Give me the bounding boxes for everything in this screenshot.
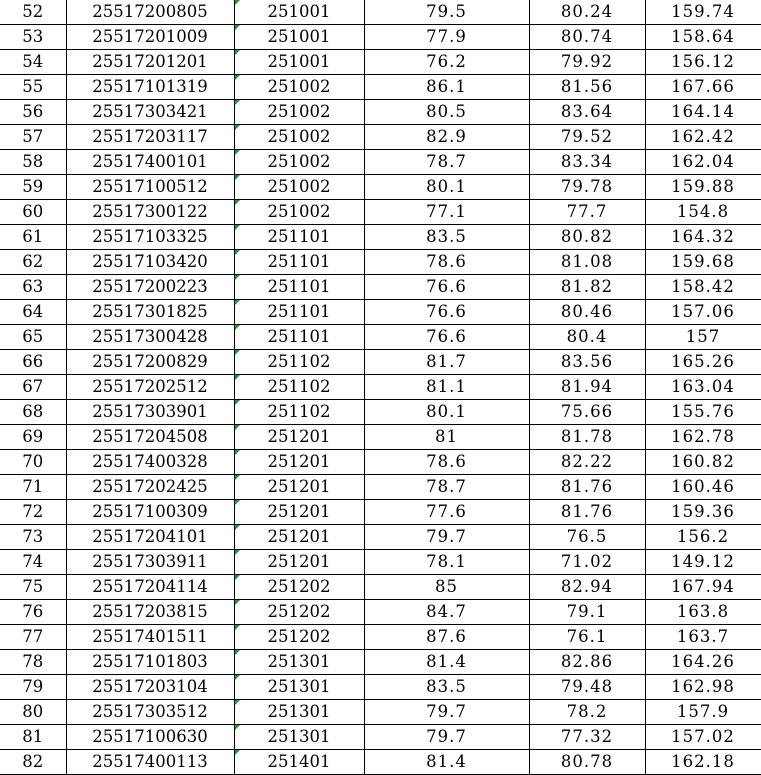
exam-id-cell[interactable]: 25517400328 — [66, 450, 234, 475]
interview-score-cell[interactable]: 79.78 — [529, 175, 645, 200]
exam-id-cell[interactable]: 25517303911 — [66, 550, 234, 575]
total-score-cell[interactable]: 158.64 — [645, 25, 761, 50]
exam-id-cell[interactable]: 25517203117 — [66, 125, 234, 150]
exam-id-cell[interactable]: 25517101319 — [66, 75, 234, 100]
interview-score-cell[interactable]: 79.1 — [529, 600, 645, 625]
interview-score-cell[interactable]: 81.56 — [529, 75, 645, 100]
position-code-cell[interactable]: 251101 — [234, 325, 364, 350]
interview-score-cell[interactable]: 80.74 — [529, 25, 645, 50]
table-row — [0, 550, 761, 575]
exam-id-cell[interactable]: 25517200829 — [66, 350, 234, 375]
interview-score-cell[interactable]: 77.32 — [529, 725, 645, 750]
total-score-cell[interactable]: 164.32 — [645, 225, 761, 250]
position-code-cell[interactable]: 251002 — [234, 75, 364, 100]
total-score-cell[interactable]: 157.02 — [645, 725, 761, 750]
total-score-cell[interactable]: 159.88 — [645, 175, 761, 200]
interview-score-cell[interactable]: 82.94 — [529, 575, 645, 600]
written-score-cell[interactable]: 87.6 — [364, 625, 529, 650]
table-row — [0, 225, 761, 250]
table-row — [0, 25, 761, 50]
written-score-cell[interactable]: 80.1 — [364, 175, 529, 200]
row-number-cell[interactable]: 82 — [0, 750, 66, 775]
position-code-cell[interactable]: 251201 — [234, 475, 364, 500]
position-code-cell[interactable]: 251102 — [234, 400, 364, 425]
row-number-cell[interactable]: 72 — [0, 500, 66, 525]
row-number-cell[interactable]: 61 — [0, 225, 66, 250]
interview-score-cell[interactable]: 76.1 — [529, 625, 645, 650]
total-score-cell[interactable]: 159.36 — [645, 500, 761, 525]
table-row — [0, 425, 761, 450]
written-score-cell[interactable]: 81 — [364, 425, 529, 450]
exam-id-cell[interactable]: 25517103420 — [66, 250, 234, 275]
table-row — [0, 0, 761, 25]
written-score-cell[interactable]: 83.5 — [364, 225, 529, 250]
position-code-cell[interactable]: 251201 — [234, 450, 364, 475]
written-score-cell[interactable]: 84.7 — [364, 600, 529, 625]
exam-id-cell[interactable]: 25517100630 — [66, 725, 234, 750]
table-row — [0, 200, 761, 225]
total-score-cell[interactable]: 156.2 — [645, 525, 761, 550]
interview-score-cell[interactable]: 76.5 — [529, 525, 645, 550]
exam-id-cell[interactable]: 25517101803 — [66, 650, 234, 675]
interview-score-cell[interactable]: 80.78 — [529, 750, 645, 775]
position-code-cell[interactable]: 251001 — [234, 50, 364, 75]
exam-id-cell[interactable]: 25517303512 — [66, 700, 234, 725]
position-code-cell[interactable]: 251101 — [234, 250, 364, 275]
position-code-cell[interactable]: 251102 — [234, 350, 364, 375]
interview-score-cell[interactable]: 81.76 — [529, 475, 645, 500]
row-number-cell[interactable]: 68 — [0, 400, 66, 425]
total-score-cell[interactable]: 163.7 — [645, 625, 761, 650]
total-score-cell[interactable]: 164.14 — [645, 100, 761, 125]
position-code-cell[interactable]: 251301 — [234, 700, 364, 725]
exam-id-cell[interactable]: 25517100309 — [66, 500, 234, 525]
written-score-cell[interactable]: 79.5 — [364, 0, 529, 25]
interview-score-cell[interactable]: 77.7 — [529, 200, 645, 225]
row-number-cell[interactable]: 74 — [0, 550, 66, 575]
row-number-cell[interactable]: 80 — [0, 700, 66, 725]
written-score-cell[interactable]: 81.7 — [364, 350, 529, 375]
table-row — [0, 700, 761, 725]
row-number-cell[interactable]: 78 — [0, 650, 66, 675]
interview-score-cell[interactable]: 79.92 — [529, 50, 645, 75]
total-score-cell[interactable]: 163.8 — [645, 600, 761, 625]
exam-id-cell[interactable]: 25517203815 — [66, 600, 234, 625]
position-code-cell[interactable]: 251202 — [234, 600, 364, 625]
table-row — [0, 575, 761, 600]
interview-score-cell[interactable]: 80.24 — [529, 0, 645, 25]
written-score-cell[interactable]: 78.6 — [364, 250, 529, 275]
written-score-cell[interactable]: 78.1 — [364, 550, 529, 575]
exam-id-cell[interactable]: 25517201201 — [66, 50, 234, 75]
table-row — [0, 50, 761, 75]
table-row — [0, 475, 761, 500]
exam-id-cell[interactable]: 25517204508 — [66, 425, 234, 450]
table-row — [0, 125, 761, 150]
interview-score-cell[interactable]: 81.76 — [529, 500, 645, 525]
table-row — [0, 600, 761, 625]
exam-id-cell[interactable]: 25517300122 — [66, 200, 234, 225]
total-score-cell[interactable]: 157 — [645, 325, 761, 350]
interview-score-cell[interactable]: 80.46 — [529, 300, 645, 325]
table-row — [0, 350, 761, 375]
position-code-cell[interactable]: 251301 — [234, 675, 364, 700]
position-code-cell[interactable]: 251101 — [234, 225, 364, 250]
position-code-cell[interactable]: 251202 — [234, 625, 364, 650]
interview-score-cell[interactable]: 80.4 — [529, 325, 645, 350]
interview-score-cell[interactable]: 79.48 — [529, 675, 645, 700]
position-code-cell[interactable]: 251101 — [234, 275, 364, 300]
row-number-cell[interactable]: 53 — [0, 25, 66, 50]
table-row — [0, 275, 761, 300]
exam-id-cell[interactable]: 25517202512 — [66, 375, 234, 400]
total-score-cell[interactable]: 159.68 — [645, 250, 761, 275]
interview-score-cell[interactable]: 75.66 — [529, 400, 645, 425]
exam-id-cell[interactable]: 25517200805 — [66, 0, 234, 25]
total-score-cell[interactable]: 158.42 — [645, 275, 761, 300]
exam-id-cell[interactable]: 25517100512 — [66, 175, 234, 200]
total-score-cell[interactable]: 163.04 — [645, 375, 761, 400]
written-score-cell[interactable]: 77.9 — [364, 25, 529, 50]
interview-score-cell[interactable]: 81.78 — [529, 425, 645, 450]
position-code-cell[interactable]: 251002 — [234, 100, 364, 125]
row-number-cell[interactable]: 56 — [0, 100, 66, 125]
row-number-cell[interactable]: 69 — [0, 425, 66, 450]
position-code-cell[interactable]: 251001 — [234, 25, 364, 50]
table-row — [0, 400, 761, 425]
row-number-cell[interactable]: 75 — [0, 575, 66, 600]
total-score-cell[interactable]: 157.06 — [645, 300, 761, 325]
interview-score-cell[interactable]: 83.34 — [529, 150, 645, 175]
written-score-cell[interactable]: 76.2 — [364, 50, 529, 75]
total-score-cell[interactable]: 156.12 — [645, 50, 761, 75]
interview-score-cell[interactable]: 81.08 — [529, 250, 645, 275]
table-row — [0, 300, 761, 325]
interview-score-cell[interactable]: 82.22 — [529, 450, 645, 475]
table-row — [0, 450, 761, 475]
row-number-cell[interactable]: 63 — [0, 275, 66, 300]
row-number-cell[interactable]: 81 — [0, 725, 66, 750]
position-code-cell[interactable]: 251101 — [234, 300, 364, 325]
total-score-cell[interactable]: 157.9 — [645, 700, 761, 725]
interview-score-cell[interactable]: 82.86 — [529, 650, 645, 675]
exam-id-cell[interactable]: 25517103325 — [66, 225, 234, 250]
interview-score-cell[interactable]: 71.02 — [529, 550, 645, 575]
table-row — [0, 175, 761, 200]
total-score-cell[interactable]: 162.78 — [645, 425, 761, 450]
exam-id-cell[interactable]: 25517203104 — [66, 675, 234, 700]
written-score-cell[interactable]: 77.1 — [364, 200, 529, 225]
written-score-cell[interactable]: 80.1 — [364, 400, 529, 425]
exam-id-cell[interactable]: 25517301825 — [66, 300, 234, 325]
row-number-cell[interactable]: 55 — [0, 75, 66, 100]
total-score-cell[interactable]: 149.12 — [645, 550, 761, 575]
interview-score-cell[interactable]: 83.56 — [529, 350, 645, 375]
row-number-cell[interactable]: 79 — [0, 675, 66, 700]
written-score-cell[interactable]: 78.6 — [364, 450, 529, 475]
position-code-cell[interactable]: 251301 — [234, 725, 364, 750]
written-score-cell[interactable]: 78.7 — [364, 475, 529, 500]
written-score-cell[interactable]: 79.7 — [364, 700, 529, 725]
row-number-cell[interactable]: 70 — [0, 450, 66, 475]
total-score-cell[interactable]: 165.26 — [645, 350, 761, 375]
total-score-cell[interactable]: 160.82 — [645, 450, 761, 475]
table-row — [0, 625, 761, 650]
position-code-cell[interactable]: 251202 — [234, 575, 364, 600]
written-score-cell[interactable]: 82.9 — [364, 125, 529, 150]
position-code-cell[interactable]: 251002 — [234, 200, 364, 225]
exam-id-cell[interactable]: 25517202425 — [66, 475, 234, 500]
row-number-cell[interactable]: 66 — [0, 350, 66, 375]
exam-id-cell[interactable]: 25517303901 — [66, 400, 234, 425]
position-code-cell[interactable]: 251002 — [234, 125, 364, 150]
exam-id-cell[interactable]: 25517204101 — [66, 525, 234, 550]
total-score-cell[interactable]: 167.66 — [645, 75, 761, 100]
row-number-cell[interactable]: 65 — [0, 325, 66, 350]
exam-id-cell[interactable]: 25517200223 — [66, 275, 234, 300]
written-score-cell[interactable]: 76.6 — [364, 275, 529, 300]
written-score-cell[interactable]: 79.7 — [364, 725, 529, 750]
row-number-cell[interactable]: 52 — [0, 0, 66, 25]
exam-id-cell[interactable]: 25517201009 — [66, 25, 234, 50]
total-score-cell[interactable]: 162.18 — [645, 750, 761, 775]
exam-id-cell[interactable]: 25517401511 — [66, 625, 234, 650]
total-score-cell[interactable]: 164.26 — [645, 650, 761, 675]
row-number-cell[interactable]: 73 — [0, 525, 66, 550]
total-score-cell[interactable]: 160.46 — [645, 475, 761, 500]
written-score-cell[interactable]: 78.7 — [364, 150, 529, 175]
table-row — [0, 100, 761, 125]
exam-id-cell[interactable]: 25517204114 — [66, 575, 234, 600]
table-row — [0, 650, 761, 675]
written-score-cell[interactable]: 85 — [364, 575, 529, 600]
interview-score-cell[interactable]: 81.94 — [529, 375, 645, 400]
table-row — [0, 250, 761, 275]
table-row — [0, 750, 761, 775]
row-number-cell[interactable]: 60 — [0, 200, 66, 225]
table-row — [0, 725, 761, 750]
total-score-cell[interactable]: 162.04 — [645, 150, 761, 175]
interview-score-cell[interactable]: 80.82 — [529, 225, 645, 250]
total-score-cell[interactable]: 162.42 — [645, 125, 761, 150]
table-row — [0, 675, 761, 700]
interview-score-cell[interactable]: 78.2 — [529, 700, 645, 725]
total-score-cell[interactable]: 159.74 — [645, 0, 761, 25]
position-code-cell[interactable]: 251201 — [234, 500, 364, 525]
row-number-cell[interactable]: 62 — [0, 250, 66, 275]
table-row — [0, 325, 761, 350]
exam-id-cell[interactable]: 25517303421 — [66, 100, 234, 125]
table-row — [0, 500, 761, 525]
written-score-cell[interactable]: 81.4 — [364, 750, 529, 775]
total-score-cell[interactable]: 154.8 — [645, 200, 761, 225]
interview-score-cell[interactable]: 83.64 — [529, 100, 645, 125]
written-score-cell[interactable]: 81.4 — [364, 650, 529, 675]
row-number-cell[interactable]: 59 — [0, 175, 66, 200]
written-score-cell[interactable]: 76.6 — [364, 300, 529, 325]
position-code-cell[interactable]: 251301 — [234, 650, 364, 675]
total-score-cell[interactable]: 155.76 — [645, 400, 761, 425]
position-code-cell[interactable]: 251002 — [234, 175, 364, 200]
position-code-cell[interactable]: 251201 — [234, 550, 364, 575]
row-number-cell[interactable]: 58 — [0, 150, 66, 175]
position-code-cell[interactable]: 251201 — [234, 425, 364, 450]
exam-id-cell[interactable]: 25517400101 — [66, 150, 234, 175]
row-number-cell[interactable]: 77 — [0, 625, 66, 650]
row-number-cell[interactable]: 54 — [0, 50, 66, 75]
table-row — [0, 375, 761, 400]
written-score-cell[interactable]: 80.5 — [364, 100, 529, 125]
row-number-cell[interactable]: 57 — [0, 125, 66, 150]
written-score-cell[interactable]: 81.1 — [364, 375, 529, 400]
position-code-cell[interactable]: 251201 — [234, 525, 364, 550]
written-score-cell[interactable]: 76.6 — [364, 325, 529, 350]
total-score-cell[interactable]: 167.94 — [645, 575, 761, 600]
position-code-cell[interactable]: 251401 — [234, 750, 364, 775]
table-row — [0, 525, 761, 550]
table-row — [0, 75, 761, 100]
table-row — [0, 150, 761, 175]
row-number-cell[interactable]: 67 — [0, 375, 66, 400]
interview-score-cell[interactable]: 79.52 — [529, 125, 645, 150]
position-code-cell[interactable]: 251102 — [234, 375, 364, 400]
total-score-cell[interactable]: 162.98 — [645, 675, 761, 700]
written-score-cell[interactable]: 77.6 — [364, 500, 529, 525]
interview-score-cell[interactable]: 81.82 — [529, 275, 645, 300]
position-code-cell[interactable]: 251002 — [234, 150, 364, 175]
written-score-cell[interactable]: 79.7 — [364, 525, 529, 550]
row-number-cell[interactable]: 71 — [0, 475, 66, 500]
exam-id-cell[interactable]: 25517400113 — [66, 750, 234, 775]
written-score-cell[interactable]: 86.1 — [364, 75, 529, 100]
exam-id-cell[interactable]: 25517300428 — [66, 325, 234, 350]
written-score-cell[interactable]: 83.5 — [364, 675, 529, 700]
row-number-cell[interactable]: 64 — [0, 300, 66, 325]
position-code-cell[interactable]: 251001 — [234, 0, 364, 25]
row-number-cell[interactable]: 76 — [0, 600, 66, 625]
